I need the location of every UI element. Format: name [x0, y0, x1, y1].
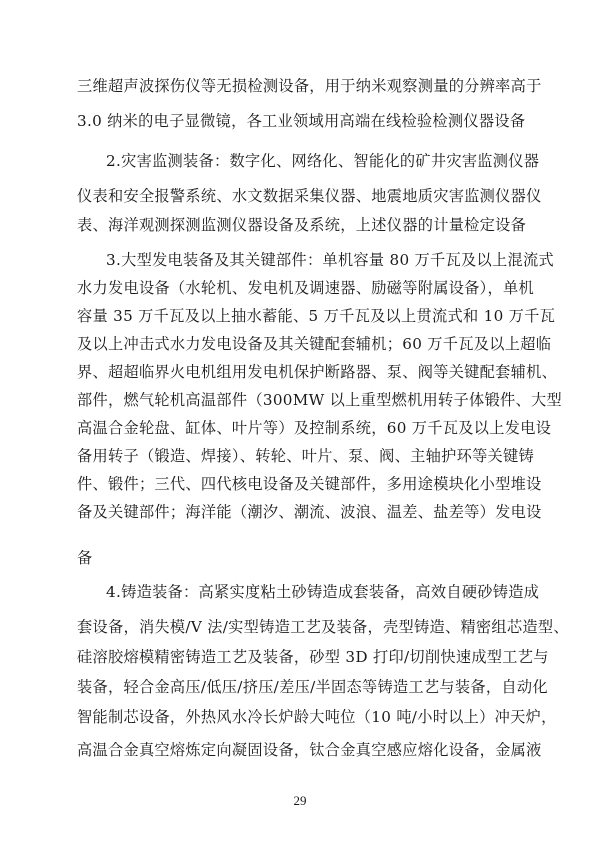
text-line: 容量 35 万千瓦及以上抽水蓄能、5 万千瓦及以上贯流式和 10 万千瓦 [77, 307, 556, 325]
text-line: 3.0 纳米的电子显微镜，各工业领域用高端在线检验检测仪器设备 [77, 112, 526, 130]
text-line: 高温合金真空熔炼定向凝固设备，钛合金真空感应熔化设备，金属液 [77, 741, 542, 759]
text-line: 表、海洋观测探测监测仪器设备及系统，上述仪器的计量检定设备 [77, 216, 527, 234]
text-line: 装备，轻合金高压/低压/挤压/差压/半固态等铸造工艺与装备，自动化 [77, 678, 548, 696]
text-line: 水力发电设备（水轮机、发电机及调速器、励磁等附属设备），单机 [77, 279, 535, 297]
text-line: 备 [77, 549, 93, 567]
text-line: 3.大型发电装备及其关键部件：单机容量 80 万千瓦及以上混流式 [106, 251, 554, 269]
text-line: 件、锻件；三代、四代核电设备及关键部件，多用途模块化小型堆设 [77, 475, 542, 493]
text-line: 界、超超临界火电机组用发电机保护断路器、泵、阀等关键配套辅机、 [77, 363, 558, 381]
text-line: 4.铸造装备：高紧实度粘土砂铸造成套装备，高效自硬砂铸造成 [106, 583, 540, 601]
text-line: 备用转子（锻造、焊接）、转轮、叶片、泵、阀、主轴护环等关键铸 [77, 447, 535, 465]
text-line: 仪表和安全报警系统、水文数据采集仪器、地震地质灾害监测仪器仪 [77, 187, 542, 205]
text-line: 及以上冲击式水力发电设备及其关键配套辅机；60 万千瓦及以上超临 [77, 335, 552, 353]
text-line: 高温合金轮盘、缸体、叶片等）及控制系统，60 万千瓦及以上发电设 [77, 419, 552, 437]
text-line: 部件，燃气轮机高温部件（300MW 以上重型燃机用转子体锻件、大型 [77, 391, 562, 409]
text-line: 备及关键部件；海洋能（潮汐、潮流、波浪、温差、盐差等）发电设 [77, 503, 542, 521]
page-number: 29 [293, 793, 307, 808]
text-line: 硅溶胶熔模精密铸造工艺及装备，砂型 3D 打印/切削快速成型工艺与 [77, 648, 549, 666]
text-line: 三维超声波探伤仪等无损检测设备，用于纳米观察测量的分辨率高于 [77, 77, 542, 95]
text-line: 智能制芯设备，外热风水冷长炉龄大吨位（10 吨/小时以上）冲天炉， [77, 708, 557, 726]
text-line: 2.灾害监测装备：数字化、网络化、智能化的矿井灾害监测仪器 [106, 152, 540, 170]
text-line: 套设备，消失模/V 法/实型铸造工艺及装备，壳型铸造、精密组芯造型、 [77, 618, 569, 636]
